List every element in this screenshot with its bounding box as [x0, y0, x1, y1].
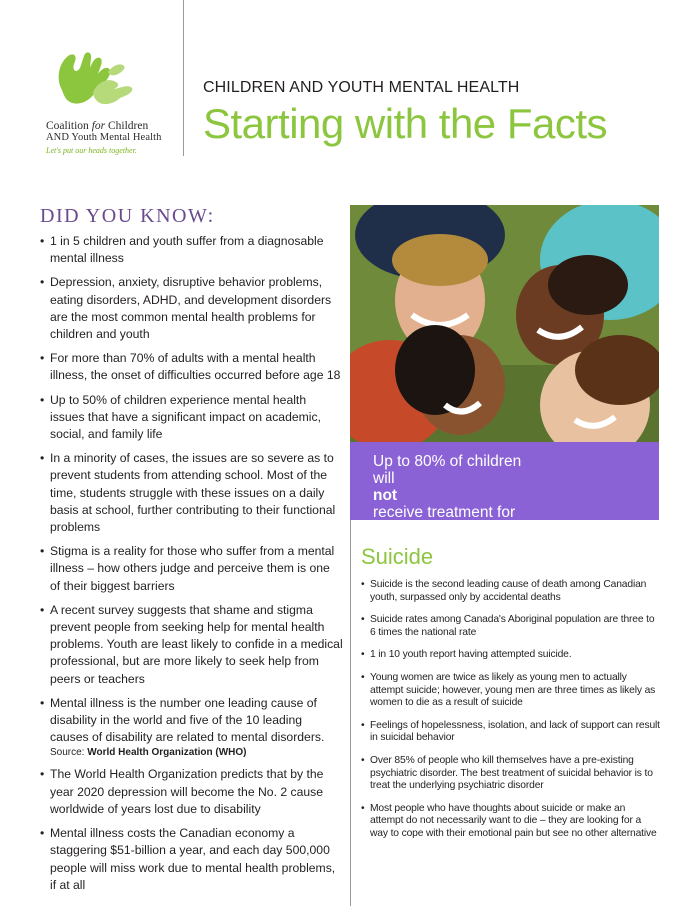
list-item: • Up to 50% of children experience mental health issues that have a significant impact on academic, social, and family life — [40, 392, 343, 444]
suicide-heading: Suicide — [361, 544, 434, 569]
page-title: Starting with the Facts — [203, 100, 608, 147]
list-item: • A recent survey suggests that shame and stigma prevent people from seeking help for mental health problems. Youth are least likely to confide in a medical professional, but are more likely to seek help from peers or teachers — [40, 602, 343, 688]
organization-tagline: Let's put our heads together. — [46, 146, 137, 155]
list-item: • Suicide rates among Canada's Aboriginal population are three to 6 times the national rate — [361, 614, 661, 639]
organization-name: Coalition for Children AND Youth Mental Health — [46, 120, 162, 143]
list-item: • Feelings of hopelessness, isolation, and lack of support can result in suicidal behavior — [361, 720, 661, 745]
list-item: • 1 in 10 youth report having attempted suicide. — [361, 649, 661, 662]
youth-group-photo — [350, 205, 659, 442]
did-you-know-list — [40, 233, 343, 901]
treatment-statistic-callout: Up to 80% of children will not receive treatment for mental health difficulties. — [350, 442, 659, 520]
list-item: • Stigma is a reality for those who suffer from a mental illness – how others judge and perceive them is one of their biggest barriers — [40, 543, 343, 595]
suicide-facts-list — [361, 579, 661, 851]
list-item: • 1 in 5 children and youth suffer from a diagnosable mental illness — [40, 233, 343, 267]
list-item: • Suicide is the second leading cause of death among Canadian youth, surpassed only by accidental deaths — [361, 579, 661, 604]
list-item: • Young women are twice as likely as young men to actually attempt suicide; however, young men are three times as likely as women to die as a result of suicide — [361, 672, 661, 710]
photo-illustration — [350, 205, 659, 442]
did-you-know-heading: DID YOU KNOW: — [40, 205, 215, 227]
list-item: • Mental illness is the number one leading cause of disability in the world and five of the 10 leading causes of disability are related to mental disorders. Source: World Health Organization (WHO) — [40, 695, 343, 760]
list-item: • For more than 70% of adults with a mental health illness, the onset of difficulties occurred before age 18 — [40, 350, 343, 384]
list-item: • Mental illness costs the Canadian economy a staggering $51-billion a year, and each day 500,000 people will miss work due to mental health problems, if at all — [40, 825, 343, 894]
header-divider — [183, 0, 184, 156]
list-item: • Over 85% of people who kill themselves have a pre-existing psychiatric disorder. The best treatment of suicidal behavior is to treat the underlying psychiatric disorder — [361, 755, 661, 793]
hands-logo-icon — [50, 50, 140, 112]
list-item: • Depression, anxiety, disruptive behavior problems, eating disorders, ADHD, and development disorders are the most common mental health problems for children and youth — [40, 274, 343, 343]
list-item: • The World Health Organization predicts that by the year 2020 depression will become the No. 2 cause worldwide of years lost due to disability — [40, 766, 343, 818]
page-kicker: CHILDREN AND YOUTH MENTAL HEALTH — [203, 79, 520, 96]
column-divider — [350, 520, 351, 906]
list-item: • In a minority of cases, the issues are so severe as to prevent students from attending school. Most of the time, students struggle with these issues on a daily basis at school, further contributing to their functional problems — [40, 450, 343, 536]
organization-logo — [40, 50, 175, 160]
list-item: • Most people who have thoughts about suicide or make an attempt do not necessarily want to die – they are looking for a way to cope with their emotional pain but see no other alternative — [361, 803, 661, 841]
source-citation: Source: World Health Organization (WHO) — [50, 747, 247, 759]
